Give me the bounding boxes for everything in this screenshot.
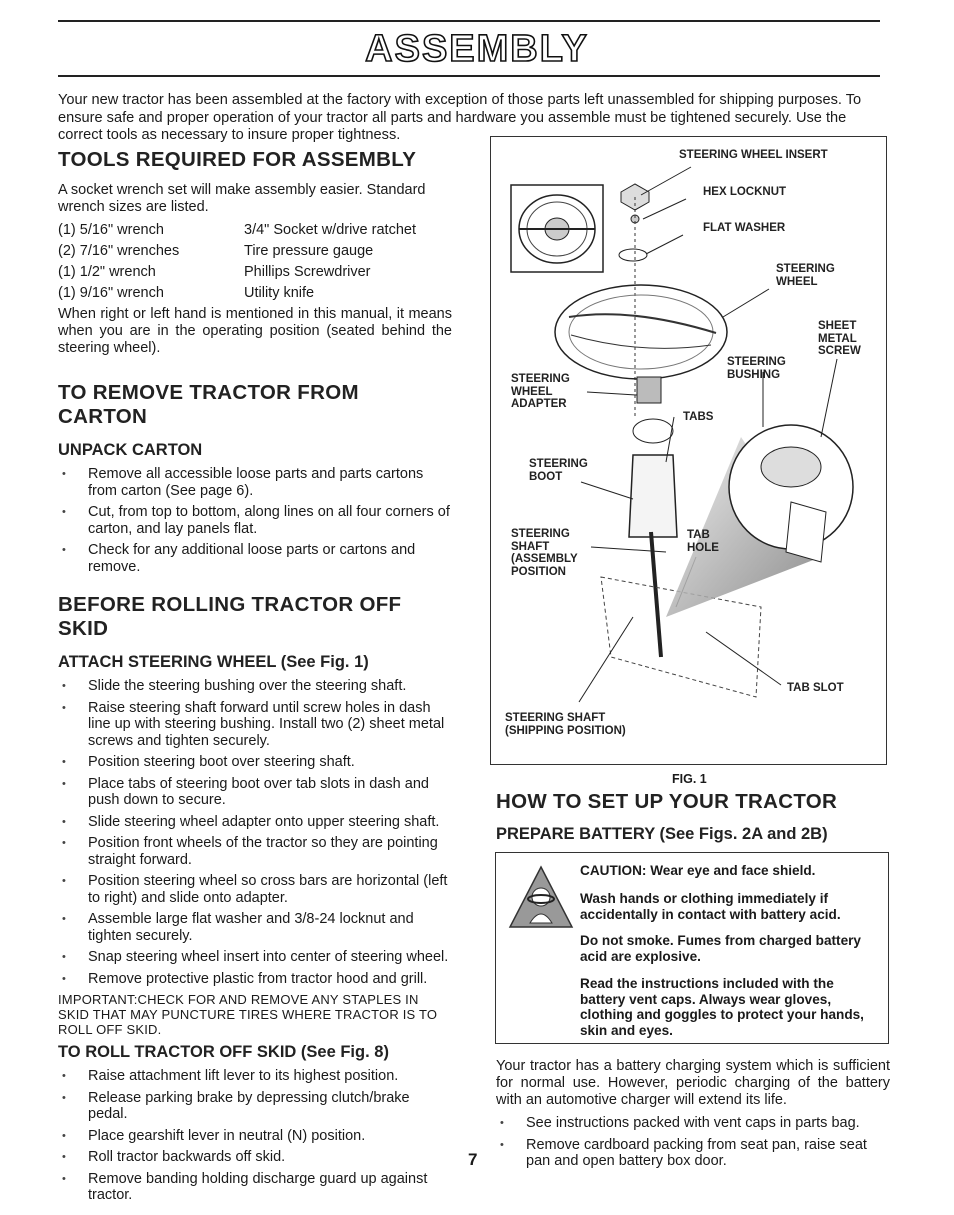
tool-right: Tire pressure gauge <box>244 243 374 259</box>
list-item: • Position steering wheel so cross bars are horizontal (left to right) and slide onto adapter. <box>58 873 452 906</box>
page-title: ASSEMBLY <box>365 28 589 70</box>
title-rule <box>58 75 880 77</box>
battery-list <box>496 1115 890 1170</box>
label-tabs: TABS <box>683 411 714 423</box>
tools-row <box>58 243 416 264</box>
tools-row <box>58 222 416 243</box>
list-item: • Snap steering wheel insert into center of steering wheel. <box>58 949 452 966</box>
tool-right: Phillips Screwdriver <box>244 264 371 280</box>
caution-line-2: Wash hands or clothing immediately if accidentally in contact with battery acid. <box>580 891 841 922</box>
warning-icon <box>506 863 576 933</box>
label-wheel-adapter: STEERING WHEEL ADAPTER <box>511 373 570 410</box>
list-item: • Position steering boot over steering shaft. <box>58 754 452 771</box>
list-item: • Remove all accessible loose parts and parts cartons from carton (See page 6). <box>58 466 452 499</box>
setup-heading: HOW TO SET UP YOUR TRACTOR <box>496 790 838 813</box>
tools-row <box>58 285 416 306</box>
list-item: • Roll tractor backwards off skid. <box>58 1149 452 1166</box>
roll-list <box>58 1068 452 1204</box>
unpack-list <box>58 466 452 575</box>
caution-line-3: Do not smoke. Fumes from charged battery acid are explosive. <box>580 933 861 964</box>
label-shipping-position: STEERING SHAFT (SHIPPING POSITION) <box>505 712 626 737</box>
list-item: • Check for any additional loose parts or cartons and remove. <box>58 542 452 575</box>
list-item: • Release parking brake by depressing clutch/brake pedal. <box>58 1090 452 1123</box>
caution-line-1: CAUTION: Wear eye and face shield. <box>580 863 816 878</box>
tool-left: (2) 7/16" wrenches <box>58 243 180 259</box>
left-column <box>58 148 452 1209</box>
battery-body: Your tractor has a battery charging system which is sufficient for normal use. However, periodic charging of the battery with an automotive charger will extend its life. <box>496 1058 890 1108</box>
list-item: • Cut, from top to bottom, along lines on all four corners of carton, and lay panels flat. <box>58 504 452 537</box>
label-steering-shaft: STEERING SHAFT (ASSEMBLY POSITION <box>511 528 578 578</box>
figure-1 <box>490 136 887 765</box>
caution-box <box>495 852 889 1044</box>
label-insert: STEERING WHEEL INSERT <box>679 149 828 161</box>
roll-subheading: TO ROLL TRACTOR OFF SKID (See Fig. 8) <box>58 1043 389 1061</box>
tools-row <box>58 264 416 285</box>
label-steering-bushing: STEERING BUSHING <box>727 356 786 381</box>
tool-left: (1) 5/16" wrench <box>58 222 164 238</box>
list-item: • Remove protective plastic from tractor hood and grill. <box>58 971 452 988</box>
list-item: • Place gearshift lever in neutral (N) position. <box>58 1128 452 1145</box>
page-number: 7 <box>468 1150 478 1169</box>
list-item: • Position front wheels of the tractor so they are pointing straight forward. <box>58 835 452 868</box>
list-item: • See instructions packed with vent caps in parts bag. <box>496 1115 890 1132</box>
list-item: • Remove banding holding discharge guard up against tractor. <box>58 1171 452 1204</box>
battery-subheading: PREPARE BATTERY (See Figs. 2A and 2B) <box>496 825 828 843</box>
tool-left: (1) 1/2" wrench <box>58 264 156 280</box>
list-item: • Assemble large flat washer and 3/8-24 locknut and tighten securely. <box>58 911 452 944</box>
label-flat-washer: FLAT WASHER <box>703 222 786 234</box>
list-item: • Slide steering wheel adapter onto upper steering shaft. <box>58 814 452 831</box>
intro-paragraph: Your new tractor has been assembled at the factory with exception of those parts left unassembled for shipping purposes. To ensure safe and proper operation of your tractor all parts and hardware you assemble must be tightened securely. Use the correct tools as necessary to insure proper tightness. <box>58 92 862 143</box>
steering-assembly-illustration <box>491 137 886 764</box>
tools-heading: TOOLS REQUIRED FOR ASSEMBLY <box>58 148 417 171</box>
label-steering-wheel: STEERING WHEEL <box>776 263 835 288</box>
tool-right: Utility knife <box>244 285 315 301</box>
tools-table <box>58 222 416 306</box>
list-item: • Place tabs of steering boot over tab slots in dash and push down to secure. <box>58 776 452 809</box>
attach-list <box>58 678 452 987</box>
list-item: • Slide the steering bushing over the steering shaft. <box>58 678 452 695</box>
label-tab-hole: TAB HOLE <box>687 529 719 554</box>
tool-left: (1) 9/16" wrench <box>58 285 164 301</box>
figure-caption: FIG. 1 <box>672 772 707 786</box>
label-steering-boot: STEERING BOOT <box>529 458 588 483</box>
before-heading: BEFORE ROLLING TRACTOR OFF SKID <box>58 593 402 640</box>
top-rule <box>58 20 880 22</box>
unpack-subheading: UNPACK CARTON <box>58 441 203 459</box>
important-note: IMPORTANT:CHECK FOR AND REMOVE ANY STAPLES IN SKID THAT MAY PUNCTURE TIRES WHERE TRACTOR IS TO ROLL OFF SKID. <box>58 992 438 1037</box>
list-item: • Raise steering shaft forward until screw holes in dash line up with steering bushing. Install two (2) sheet metal screws and tighten securely. <box>58 700 452 750</box>
battery-section <box>496 1058 890 1175</box>
caution-line-4: Read the instructions included with the battery vent caps. Always wear gloves, clothing and goggles to protect your hands, skin and eyes. <box>580 976 864 1038</box>
list-item: • Remove cardboard packing from seat pan, raise seat pan and open battery box door. <box>496 1137 890 1170</box>
tools-note: When right or left hand is mentioned in this manual, it means when you are in the operating position (seated behind the steering wheel). <box>58 306 452 356</box>
list-item: • Raise attachment lift lever to its highest position. <box>58 1068 452 1085</box>
attach-subheading: ATTACH STEERING WHEEL (See Fig. 1) <box>58 653 369 671</box>
tool-right: 3/4" Socket w/drive ratchet <box>244 222 416 238</box>
tools-intro: A socket wrench set will make assembly easier. Standard wrench sizes are listed. <box>58 182 426 215</box>
label-tab-slot: TAB SLOT <box>787 682 844 694</box>
label-sheet-metal-screw: SHEET METAL SCREW <box>818 320 861 357</box>
remove-heading: TO REMOVE TRACTOR FROM CARTON <box>58 381 359 428</box>
label-hex-locknut: HEX LOCKNUT <box>703 186 787 198</box>
